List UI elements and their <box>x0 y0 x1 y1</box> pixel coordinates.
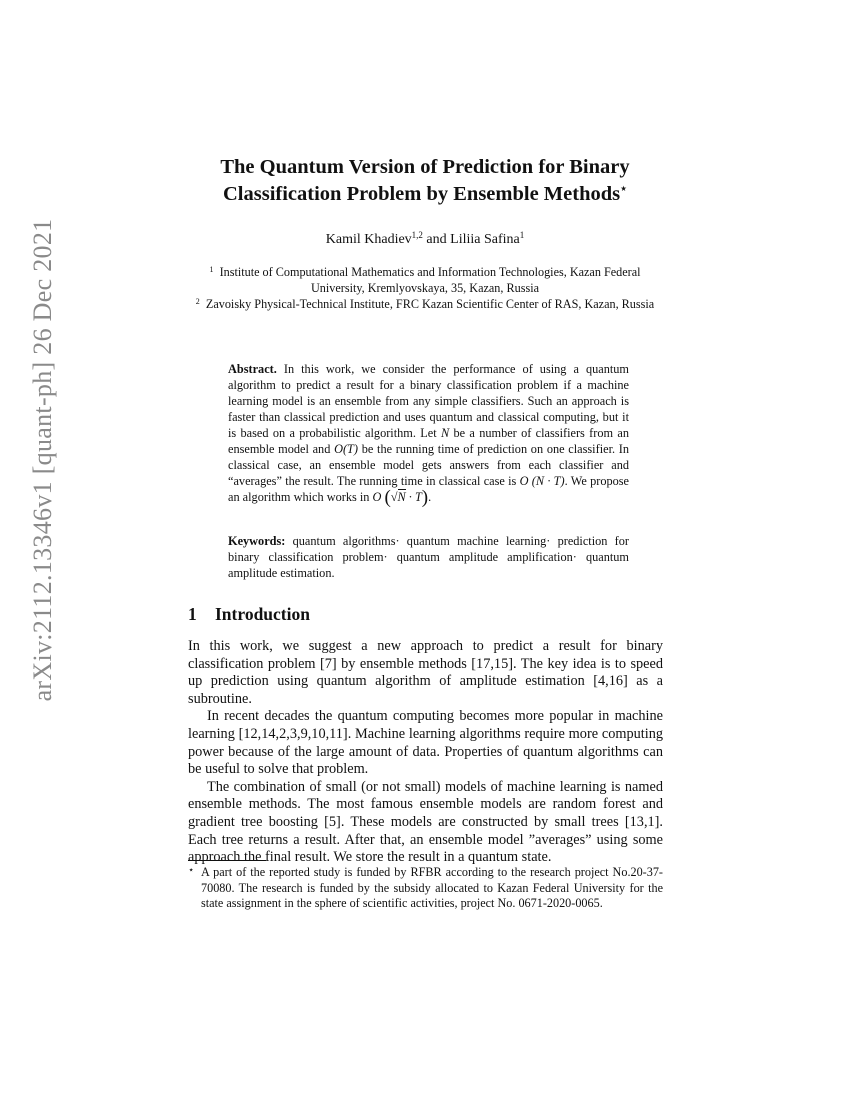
abstract <box>228 361 629 506</box>
title-line-2: Classification Problem by Ensemble Methods <box>223 183 621 205</box>
author-affiliation-sup: 1,2 <box>411 230 423 240</box>
section-title: Introduction <box>215 604 310 624</box>
math-N: N <box>440 426 450 440</box>
affiliation-number: 1 <box>209 265 214 274</box>
keywords <box>228 533 629 581</box>
math-O-N-T: O (N · T) <box>519 474 565 488</box>
author-affiliation-sup: 1 <box>519 230 525 240</box>
footnote-mark: ⋆ <box>188 865 195 876</box>
math-O-of-T: O(T) <box>334 442 358 456</box>
sqrt-icon: √ <box>390 490 398 504</box>
abstract-end: . <box>428 490 432 504</box>
arxiv-sidebar-stamp <box>18 218 68 702</box>
author-list <box>150 232 700 248</box>
abstract-heading: Abstract. <box>228 362 277 376</box>
body-paragraph: In recent decades the quantum computing becomes more popular in machine learning [12,14,2,3,9,10,11]. Machine learning algorithms require more computing power because of the large amount of data. Properties of quantum algorithms can be useful to solve that problem. <box>188 708 663 778</box>
affiliation-text: Zavoisky Physical-Technical Institute, FRC Kazan Scientific Center of RAS, Kazan, Russia <box>205 297 655 311</box>
abstract-text: . We propose an algorithm which works in <box>228 474 630 504</box>
math-paren: ) <box>421 487 429 508</box>
affiliation-item <box>190 264 660 296</box>
affiliation-text: Institute of Computational Mathematics and Information Technologies, Kazan Federal University, Kremlyovskaya, 35, Kazan, Russia <box>219 265 641 295</box>
keywords-text: quantum algorithms· quantum machine learning· prediction for binary classification problem· quantum amplitude amplification· quantum amplitude estimation. <box>228 534 629 580</box>
affiliation-number: 2 <box>195 297 200 306</box>
affiliations <box>190 264 660 312</box>
math-sqrt-N: N <box>397 490 406 504</box>
section-number: 1 <box>188 604 197 624</box>
keywords-heading: Keywords: <box>228 534 286 548</box>
math-paren: ( <box>384 487 391 508</box>
abstract-text: In this work, we consider the performance of using a quantum algorithm to predict a result for a binary classification problem if a machine learning model is an ensemble from any simple classifiers. Such an approach is faster than classical prediction and uses quantum and classical computing, but it is based on a probabilistic algorithm. Let <box>228 362 629 440</box>
math-dot-T: · T <box>408 490 422 504</box>
abstract-text: be a number of classifiers from an ensemble model and <box>228 426 629 456</box>
math-O: O <box>372 490 382 504</box>
author-name: Liliia Safina <box>450 232 520 247</box>
section-heading <box>188 604 310 625</box>
introduction-body <box>188 638 663 867</box>
author-joiner: and <box>422 232 451 247</box>
footnote-text: A part of the reported study is funded by RFBR according to the research project No.20-37-70080. The research is funded by the subsidy allocated to Kazan Federal University for the state assignment in the sphere of scientific activities, project No. 0671-2020-0065. <box>201 865 663 911</box>
abstract-text: be the running time of prediction on one classifier. In classical case, an ensemble model gets answers from each classifier and “averages” the result. The running time in classical case is <box>228 442 630 488</box>
paper-title <box>150 154 700 208</box>
title-line-1: The Quantum Version of Prediction for Binary <box>220 156 630 178</box>
footnote <box>188 865 663 912</box>
body-paragraph: In this work, we suggest a new approach to predict a result for binary classification problem [7] by ensemble methods [17,15]. The key idea is to speed up prediction using quantum algorithm of amplitude estimation [4,16] as a subroutine. <box>188 638 663 707</box>
author-name: Kamil Khadiev <box>325 232 412 247</box>
title-footnote-mark: ⋆ <box>620 183 627 195</box>
body-paragraph: The combination of small (or not small) models of machine learning is named ensemble methods. The most famous ensemble models are random forest and gradient tree boosting [5]. These models are constructed by small trees [13,1]. Each tree returns a result. After that, an ensemble model ”averages” using some approach the final result. We store the result in a quantum state. <box>188 778 663 866</box>
arxiv-identifier: arXiv:2112.13346v1 [quant-ph] 26 Dec 2021 <box>28 218 57 702</box>
affiliation-item <box>190 296 660 312</box>
footnote-rule <box>188 860 266 861</box>
